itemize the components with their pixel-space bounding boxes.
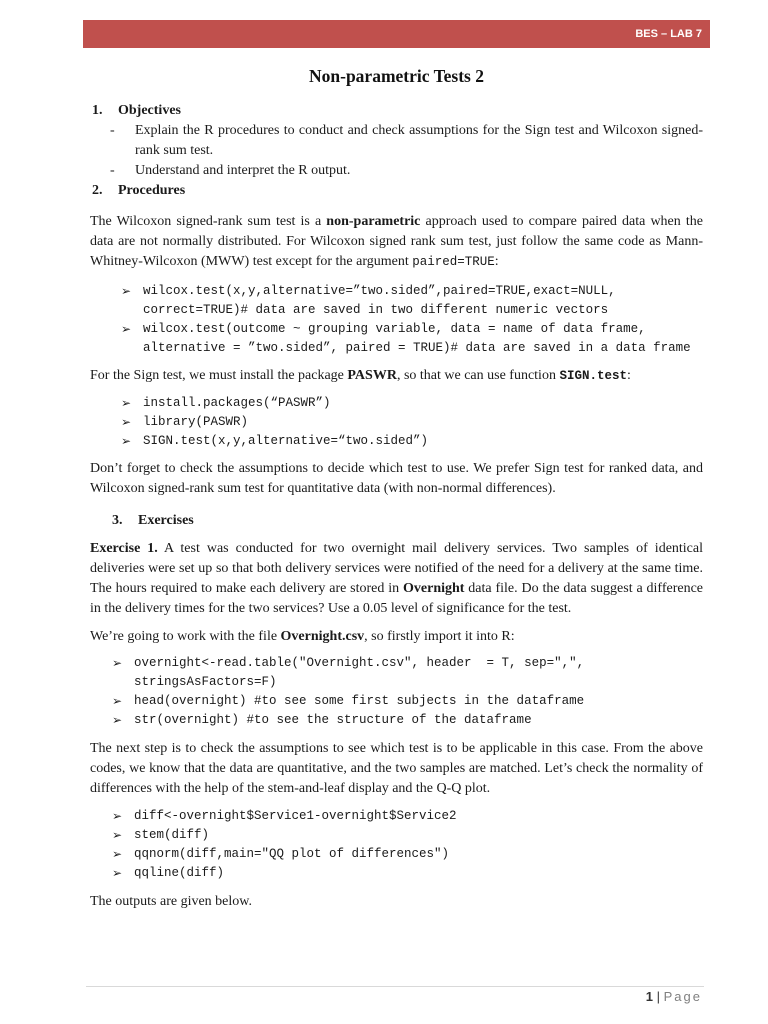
section-number: 2.: [92, 183, 103, 198]
paragraph-wilcoxon-intro: [90, 212, 703, 272]
dash-bullet: -: [110, 163, 115, 178]
arrow-bullet-icon: ➢: [121, 396, 132, 410]
code-list-import: [90, 654, 703, 730]
arrow-bullet-icon: ➢: [112, 866, 123, 880]
code-text: diff<-overnight$Service1-overnight$Service2: [134, 809, 457, 823]
text: The Wilcoxon signed-rank sum test is a: [90, 214, 327, 229]
section-number: 1.: [92, 103, 103, 118]
code-text: overnight<-read.table("Overnight.csv", header = T, sep=",", stringsAsFactors=F): [134, 656, 592, 689]
code-item: [121, 282, 703, 320]
code-item: [121, 320, 703, 358]
bold-text: PASWR: [347, 368, 397, 383]
exercise-label: Exercise 1.: [90, 541, 158, 556]
arrow-bullet-icon: ➢: [121, 415, 132, 429]
section-number: 3.: [112, 513, 123, 528]
section-heading-exercises: [90, 511, 703, 531]
dash-bullet: -: [110, 123, 115, 138]
text: :: [626, 368, 631, 383]
page-number: 1: [645, 989, 654, 1004]
objectives-list: [90, 121, 703, 181]
section-title: Objectives: [118, 103, 181, 118]
code-list-wilcoxon: [90, 282, 703, 358]
footer-separator: |: [653, 989, 664, 1004]
footer-divider: [86, 986, 704, 987]
code-text: str(overnight) #to see the structure of the dataframe: [134, 713, 532, 727]
code-text: qqline(diff): [134, 866, 225, 880]
code-text: library(PASWR): [143, 415, 249, 429]
code-item: [112, 845, 703, 864]
code-list-sign: [90, 394, 703, 451]
header-label: BES – LAB 7: [635, 28, 702, 40]
document-body: [90, 66, 703, 912]
section-title: Exercises: [138, 513, 194, 528]
arrow-bullet-icon: ➢: [121, 284, 132, 298]
code-item: [121, 432, 703, 451]
bold-text: Overnight.csv: [280, 629, 365, 644]
page-label: Page: [663, 989, 702, 1004]
arrow-bullet-icon: ➢: [112, 847, 123, 861]
code-item: [112, 711, 703, 730]
code-text: SIGN.test(x,y,alternative=“two.sided”): [143, 434, 429, 448]
bold-text: Overnight: [403, 581, 465, 596]
arrow-bullet-icon: ➢: [121, 434, 132, 448]
inline-code: SIGN.test: [559, 369, 627, 383]
code-text: head(overnight) #to see some first subjects in the dataframe: [134, 694, 585, 708]
code-text: stem(diff): [134, 828, 210, 842]
text: :: [494, 254, 499, 269]
paragraph-exercise-1: [90, 539, 703, 619]
list-item-text: Understand and interpret the R output.: [135, 163, 351, 178]
section-heading-objectives: [90, 101, 703, 121]
text: We’re going to work with the file: [90, 629, 281, 644]
code-item: [112, 807, 703, 826]
code-text: wilcox.test(x,y,alternative=”two.sided”,paired=TRUE,exact=NULL, correct=TRUE)# data are saved in two different numeric vectors: [143, 284, 624, 317]
list-item: [110, 161, 703, 181]
inline-code: paired=TRUE: [412, 255, 495, 269]
code-text: wilcox.test(outcome ~ grouping variable, data = name of data frame, alternative = ”two.sided”, paired = TRUE)# data are saved in a data frame: [143, 322, 691, 355]
arrow-bullet-icon: ➢: [112, 809, 123, 823]
code-text: install.packages(“PASWR”): [143, 396, 331, 410]
section-title: Procedures: [118, 183, 186, 198]
list-item-text: Explain the R procedures to conduct and check assumptions for the Sign test and Wilcoxon signed-rank sum test.: [135, 123, 703, 158]
list-item: [110, 121, 703, 161]
arrow-bullet-icon: ➢: [112, 828, 123, 842]
text: , so firstly import it into R:: [364, 629, 515, 644]
paragraph-sign-test: [90, 366, 703, 386]
paragraph-assumptions: Don’t forget to check the assumptions to decide which test to use. We prefer Sign test for ranked data, and Wilcoxon signed-rank sum test for quantitative data (with non-normal differences).: [90, 461, 703, 496]
text: approach used to compare paired data when the data are not normally distributed. For Wilcoxon signed rank sum test, just follow the same code as Mann-Whitney-Wilcoxon (MWW) test except for the argument: [90, 214, 703, 269]
code-text: qqnorm(diff,main="QQ plot of differences"): [134, 847, 450, 861]
code-item: [112, 826, 703, 845]
bold-text: non-parametric: [326, 214, 421, 229]
page-footer: [646, 989, 702, 1004]
paragraph-import: [90, 627, 703, 647]
code-item: [112, 864, 703, 883]
arrow-bullet-icon: ➢: [112, 713, 123, 727]
page-title: Non-parametric Tests 2: [309, 66, 484, 86]
code-item: [121, 413, 703, 432]
section-heading-procedures: [90, 181, 703, 201]
code-list-normality: [90, 807, 703, 883]
text: data file. Do the data suggest a difference in the delivery times for the two services? Use a 0.05 level of significance for the test.: [90, 581, 703, 616]
paragraph-outputs: The outputs are given below.: [90, 894, 252, 909]
paragraph-next-step: The next step is to check the assumptions to see which test is to be applicable in this case. From the above codes, we know that the data are quantitative, and the two samples are matched. Let’s check the normality of differences with the help of the stem-and-leaf display and the Q-Q plot.: [90, 741, 703, 796]
arrow-bullet-icon: ➢: [112, 656, 123, 670]
arrow-bullet-icon: ➢: [121, 322, 132, 336]
code-item: [112, 654, 703, 692]
text: , so that we can use function: [396, 368, 560, 383]
code-item: [121, 394, 703, 413]
header-bar: [83, 20, 710, 48]
code-item: [112, 692, 703, 711]
arrow-bullet-icon: ➢: [112, 694, 123, 708]
text: A test was conducted for two overnight mail delivery services. Two samples of identical deliveries were set up so that both delivery services were notified of the need for a delivery at the same time. The hours required to make each delivery are stored in: [90, 541, 704, 596]
text: For the Sign test, we must install the package: [90, 368, 348, 383]
